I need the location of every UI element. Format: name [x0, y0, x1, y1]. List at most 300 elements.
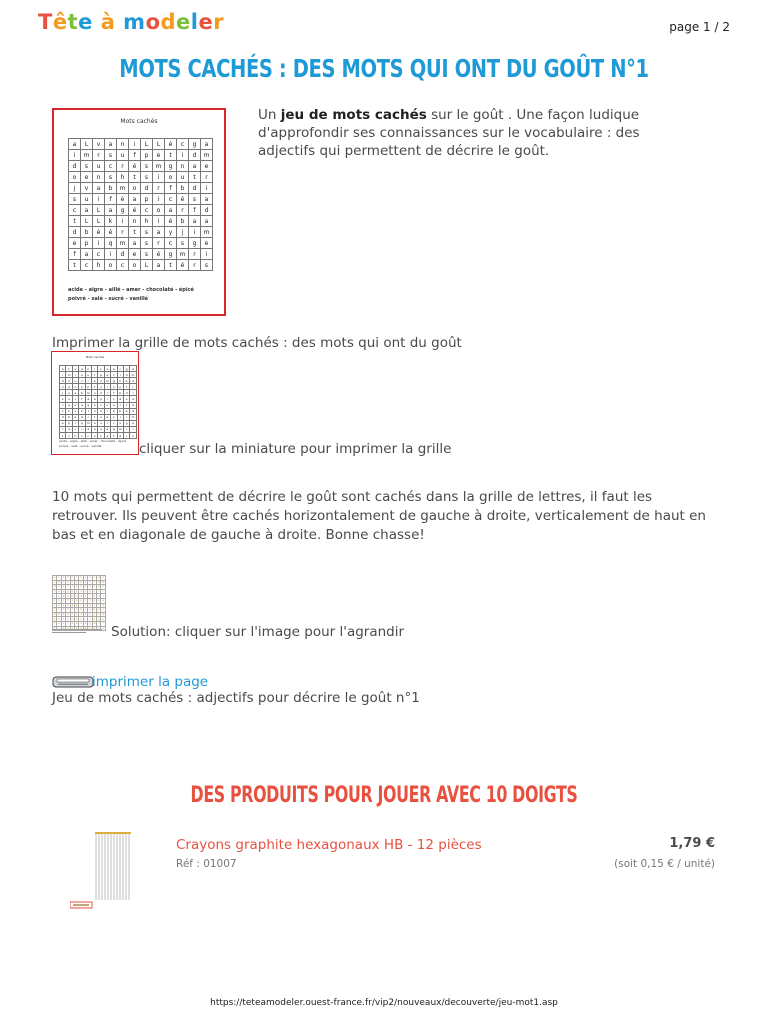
grid-cell: é: [165, 216, 177, 227]
grid-cell: s: [117, 420, 123, 426]
grid-cell: r: [177, 205, 189, 216]
products-section-title: DES PRODUITS POUR JOUER AVEC 10 DOIGTS: [190, 783, 578, 808]
grid-cell: n: [117, 139, 129, 150]
grid-cell: k: [79, 408, 85, 414]
page-title: MOTS CACHÉS : DES MOTS QUI ONT DU GOÛT N°1: [119, 54, 649, 83]
grid-cell: g: [98, 576, 100, 580]
logo-letter: [115, 10, 123, 34]
grid-cell: g: [189, 238, 201, 249]
grid-cell: i: [79, 426, 85, 432]
grid-cell: é: [93, 227, 105, 238]
grid-cell: L: [66, 408, 72, 414]
solution-image-link[interactable]: [52, 575, 106, 635]
grid-cell: r: [72, 372, 78, 378]
puzzle-grid: [68, 138, 213, 271]
grid-cell: r: [71, 613, 73, 617]
grid-cell: é: [105, 227, 117, 238]
grid-cell: e: [130, 420, 136, 426]
grid-cell: h: [85, 384, 91, 390]
grid-row: [69, 238, 213, 249]
grid-cell: n: [91, 408, 97, 414]
grid-cell: i: [201, 183, 213, 194]
grid-cell: r: [93, 603, 95, 607]
grid-cell: s: [98, 420, 104, 426]
grid-row: [69, 227, 213, 238]
grid-cell: u: [71, 580, 73, 584]
puzzle-title: Mots cachés: [120, 118, 158, 125]
grid-cell: u: [117, 384, 123, 390]
grid-row: [69, 194, 213, 205]
grid-cell: m: [102, 580, 105, 584]
printer-icon[interactable]: [52, 675, 94, 688]
grid-cell: u: [117, 150, 129, 161]
grid-cell: c: [79, 378, 85, 384]
grid-cell: a: [129, 194, 141, 205]
grid-cell: u: [93, 161, 105, 172]
grid-cell: c: [81, 260, 93, 271]
grid-cell: g: [71, 603, 73, 607]
grid-cell: n: [72, 384, 78, 390]
grid-cell: b: [177, 216, 189, 227]
grid-row: [69, 150, 213, 161]
grid-cell: a: [67, 603, 69, 607]
grid-cell: c: [54, 603, 56, 607]
grid-cell: f: [69, 249, 81, 260]
grid-cell: a: [72, 390, 78, 396]
grid-cell: n: [71, 576, 73, 580]
grid-cell: h: [117, 172, 129, 183]
grid-cell: a: [98, 585, 100, 589]
grid-cell: p: [141, 150, 153, 161]
grid-cell: é: [67, 613, 69, 617]
grid-cell: i: [104, 396, 110, 402]
grid-cell: a: [129, 238, 141, 249]
grid-cell: è: [117, 194, 129, 205]
grid-cell: é: [177, 260, 189, 271]
grid-cell: t: [69, 216, 81, 227]
grid-cell: s: [80, 622, 82, 626]
product-reference: Réf : 01007: [176, 858, 237, 870]
grid-cell: v: [66, 390, 72, 396]
grid-cell: t: [76, 590, 78, 594]
grid-cell: a: [123, 378, 129, 384]
grid-cell: m: [117, 183, 129, 194]
grid-cell: e: [81, 172, 93, 183]
grid-cell: a: [54, 576, 56, 580]
grid-row: [69, 260, 213, 271]
grid-cell: j: [177, 227, 189, 238]
grid-cell: s: [105, 150, 117, 161]
grid-row: [60, 433, 137, 439]
grid-cell: i: [63, 599, 64, 603]
grid-cell: f: [123, 402, 129, 408]
logo-letter: e: [78, 10, 93, 34]
grid-cell: g: [189, 139, 201, 150]
grid-cell: s: [81, 161, 93, 172]
grid-cell: b: [81, 227, 93, 238]
grid-cell: t: [98, 590, 100, 594]
grid-cell: c: [72, 426, 78, 432]
grid-cell: t: [129, 227, 141, 238]
grid-cell: c: [141, 205, 153, 216]
grid-cell: g: [123, 420, 129, 426]
grid-cell: i: [91, 366, 97, 372]
grid-cell: d: [123, 372, 129, 378]
grid-row: [69, 139, 213, 150]
grid-cell: r: [123, 433, 129, 439]
grid-cell: i: [69, 150, 81, 161]
grid-cell: i: [153, 194, 165, 205]
grid-cell: o: [91, 390, 97, 396]
grid-cell: d: [123, 390, 129, 396]
intro-paragraph: [258, 106, 698, 160]
grid-cell: s: [93, 617, 95, 621]
grid-cell: c: [66, 433, 72, 439]
grid-cell: u: [93, 590, 96, 594]
logo-letter: t: [67, 10, 79, 34]
grid-cell: d: [98, 390, 104, 396]
grid-cell: t: [89, 580, 91, 584]
grid-cell: a: [189, 161, 201, 172]
grid-cell: m: [67, 372, 71, 377]
grid-cell: i: [85, 599, 86, 603]
product-unit-price: (soit 0,15 € / unité): [614, 858, 715, 870]
grid-cell: L: [66, 366, 72, 372]
product-price: 1,79 €: [669, 836, 715, 851]
grid-cell: é: [72, 414, 78, 420]
grid-cell: a: [69, 139, 81, 150]
grid-cell: a: [81, 249, 93, 260]
grid-cell: e: [201, 161, 213, 172]
grid-cell: é: [104, 426, 110, 432]
grid-cell: a: [66, 402, 72, 408]
grid-cell: a: [76, 617, 78, 621]
grid-cell: r: [189, 249, 201, 260]
grid-cell: i: [105, 249, 117, 260]
grid-cell: s: [98, 414, 104, 420]
grid-cell: u: [177, 172, 189, 183]
grid-cell: L: [141, 139, 153, 150]
grid-cell: o: [76, 594, 78, 598]
grid-cell: a: [102, 599, 104, 603]
grid-cell: i: [63, 617, 64, 621]
grid-cell: n: [62, 590, 65, 594]
page-number: page 1 / 2: [669, 20, 730, 34]
grid-cell: i: [117, 372, 123, 378]
grid-cell: b: [117, 390, 123, 396]
grid-cell: m: [81, 150, 93, 161]
grid-row: [69, 172, 213, 183]
grid-cell: L: [93, 205, 105, 216]
grid-cell: s: [80, 613, 82, 617]
grid-cell: e: [102, 617, 104, 621]
grid-cell: e: [54, 617, 56, 621]
grid-cell: L: [81, 139, 93, 150]
grid-cell: s: [79, 384, 85, 390]
intro-text-bold: jeu de mots cachés: [280, 107, 427, 123]
grid-cell: c: [105, 161, 117, 172]
grid-cell: c: [93, 576, 95, 580]
grid-cell: v: [62, 576, 65, 580]
grid-cell: r: [63, 580, 64, 584]
grid-cell: a: [79, 366, 85, 372]
grid-cell: c: [89, 617, 91, 621]
grid-cell: c: [98, 402, 104, 408]
grid-cell: e: [66, 384, 72, 390]
grid-cell: f: [111, 390, 117, 396]
grid-cell: s: [130, 433, 136, 439]
grid-cell: e: [130, 378, 136, 384]
grid-cell: é: [153, 249, 165, 260]
grid-cell: g: [123, 366, 129, 372]
grid-cell: g: [165, 249, 177, 260]
grid-cell: a: [153, 227, 165, 238]
grid-cell: é: [117, 433, 123, 439]
grid-cell: b: [93, 608, 96, 612]
grid-cell: o: [84, 603, 87, 607]
grid-cell: b: [117, 408, 123, 414]
grid-cell: a: [98, 608, 100, 612]
grid-cell: m: [201, 150, 213, 161]
grid-cell: m: [71, 594, 74, 598]
grid-cell: d: [60, 378, 66, 384]
grid-cell: é: [76, 603, 78, 607]
grid-cell: è: [71, 599, 73, 603]
grid-cell: t: [76, 613, 78, 617]
grid-cell: s: [141, 238, 153, 249]
grid-cell: c: [111, 420, 117, 426]
grid-cell: a: [89, 603, 91, 607]
grid-cell: h: [71, 590, 73, 594]
puzzle-miniature-link[interactable]: [51, 351, 139, 455]
grid-cell: a: [102, 576, 104, 580]
grid-cell: e: [129, 249, 141, 260]
grid-cell: u: [58, 599, 60, 603]
grid-cell: p: [58, 617, 60, 621]
grid-cell: m: [93, 622, 96, 626]
grid-cell: a: [79, 402, 85, 408]
grid-cell: a: [58, 622, 60, 626]
grid-cell: s: [58, 585, 60, 589]
grid-cell: h: [98, 408, 104, 414]
grid-cell: i: [104, 408, 110, 414]
grid-cell: i: [177, 150, 189, 161]
grid-cell: q: [79, 420, 85, 426]
grid-cell: s: [66, 378, 72, 384]
grid-cell: i: [102, 594, 104, 598]
grid-cell: d: [69, 227, 81, 238]
grid-cell: i: [153, 172, 165, 183]
grid-cell: j: [60, 390, 66, 396]
grid-cell: L: [84, 576, 87, 580]
grid-cell: t: [111, 433, 117, 439]
grid-cell: i: [129, 139, 141, 150]
grid-cell: c: [60, 402, 66, 408]
logo-letter: d: [160, 10, 177, 34]
grid-cell: é: [84, 622, 87, 626]
grid-cell: d: [130, 402, 136, 408]
grid-cell: L: [98, 366, 104, 372]
grid-cell: i: [72, 420, 78, 426]
grid-cell: u: [72, 378, 78, 384]
grid-cell: s: [141, 227, 153, 238]
grid-cell: c: [165, 238, 177, 249]
grid-cell: t: [91, 384, 97, 390]
print-page-link[interactable]: imprimer la page: [92, 674, 209, 690]
grid-cell: L: [93, 216, 105, 227]
grid-cell: é: [177, 194, 189, 205]
logo-letter: e: [198, 10, 214, 34]
logo-letter: ê: [52, 10, 68, 34]
grid-cell: é: [129, 205, 141, 216]
grid-cell: L: [80, 576, 82, 580]
grid-cell: L: [72, 408, 78, 414]
grid-cell: g: [117, 205, 129, 216]
grid-cell: p: [141, 194, 153, 205]
grid-cell: é: [89, 576, 91, 580]
grid-cell: i: [130, 390, 136, 396]
grid-cell: L: [141, 260, 153, 271]
grid-cell: d: [189, 183, 201, 194]
site-logo[interactable]: [38, 10, 224, 34]
grid-cell: f: [129, 150, 141, 161]
grid-cell: f: [89, 594, 91, 598]
grid-cell: d: [53, 585, 56, 589]
grid-cell: r: [85, 414, 91, 420]
grid-cell: a: [153, 260, 165, 271]
grid-cell: p: [80, 599, 82, 603]
grid-cell: v: [72, 366, 78, 372]
print-grid-label: Imprimer la grille de mots cachés : des mots qui ont du goût: [52, 335, 462, 351]
game-description: 10 mots qui permettent de décrire le goût sont cachés dans la grille de lettres, il faut les retrouver. Ils peuvent être cachés horizontalement de gauche à droite, verticalement de haut en bas et en diagonale de gauche à droite. Bonne chasse!: [52, 489, 706, 543]
grid-cell: v: [58, 594, 60, 598]
grid-cell: a: [67, 576, 69, 580]
grid-cell: r: [153, 238, 165, 249]
grid-cell: r: [130, 384, 136, 390]
grid-row: [69, 183, 213, 194]
grid-cell: t: [111, 372, 117, 378]
game-subtitle: Jeu de mots cachés : adjectifs pour décrire le goût n°1: [52, 690, 420, 706]
grid-cell: t: [60, 408, 66, 414]
grid-cell: m: [131, 415, 135, 420]
logo-letter: r: [213, 10, 225, 34]
intro-text-end: sur le goût . Une façon ludique d'approfondir ses connaissances sur le vocabulaire : des adjectifs qui permettent de décrire le goût.: [258, 107, 640, 159]
grid-cell: a: [91, 420, 97, 426]
grid-cell: r: [123, 426, 129, 432]
puzzle-preview-image[interactable]: [52, 108, 226, 316]
grid-cell: r: [85, 617, 86, 621]
grid-cell: d: [85, 426, 91, 432]
grid-cell: p: [98, 372, 104, 378]
grid-cell: r: [104, 420, 110, 426]
grid-cell: è: [85, 396, 91, 402]
grid-row: [69, 216, 213, 227]
grid-cell: h: [72, 433, 78, 439]
grid-cell: f: [60, 426, 66, 432]
grid-cell: t: [123, 384, 129, 390]
grid-cell: o: [165, 172, 177, 183]
grid-cell: r: [117, 161, 129, 172]
grid-cell: s: [98, 599, 100, 603]
grid-cell: L: [72, 402, 78, 408]
grid-cell: d: [60, 414, 66, 420]
grid-cell: e: [102, 585, 104, 589]
grid-cell: i: [130, 426, 136, 432]
grid-row: [69, 161, 213, 172]
grid-cell: r: [93, 150, 105, 161]
grid-cell: g: [89, 622, 91, 626]
grid-cell: u: [81, 194, 93, 205]
grid-cell: a: [62, 594, 65, 598]
grid-cell: h: [93, 260, 105, 271]
grid-cell: i: [98, 613, 100, 617]
grid-cell: b: [79, 390, 85, 396]
grid-cell: s: [67, 590, 69, 594]
grid-cell: h: [80, 608, 82, 612]
pencils-product-image[interactable]: [70, 830, 132, 910]
grid-cell: s: [54, 599, 56, 603]
grid-cell: i: [85, 590, 86, 594]
grid-cell: s: [80, 590, 82, 594]
grid-cell: n: [93, 585, 96, 589]
grid-cell: r: [201, 172, 213, 183]
grid-cell: f: [76, 580, 78, 584]
solution-grid: [52, 575, 106, 631]
grid-row: [69, 249, 213, 260]
grid-cell: o: [111, 384, 117, 390]
grid-cell: u: [66, 396, 72, 402]
grid-cell: s: [177, 238, 189, 249]
grid-cell: a: [105, 139, 117, 150]
grid-cell: é: [165, 139, 177, 150]
puzzle-words-line-1: acide - aigre - aillé - amer - chocolaté - épicé: [68, 287, 194, 293]
grid-cell: o: [54, 590, 56, 594]
grid-cell: o: [91, 433, 97, 439]
grid-cell: i: [85, 408, 91, 414]
grid-cell: m: [117, 238, 129, 249]
grid-cell: m: [102, 613, 105, 617]
grid-cell: n: [177, 161, 189, 172]
grid-cell: e: [104, 372, 110, 378]
product-name-link[interactable]: Crayons graphite hexagonaux HB - 12 pièces: [176, 837, 482, 853]
grid-cell: d: [98, 594, 100, 598]
grid-cell: d: [69, 161, 81, 172]
grid-cell: y: [89, 613, 91, 617]
grid-cell: k: [67, 608, 69, 612]
grid-cell: e: [60, 420, 66, 426]
grid-cell: a: [201, 216, 213, 227]
grid-cell: r: [153, 183, 165, 194]
grid-cell: p: [81, 238, 93, 249]
solution-instruction: Solution: cliquer sur l'image pour l'agrandir: [111, 624, 405, 640]
grid-cell: o: [69, 172, 81, 183]
grid-cell: n: [93, 172, 105, 183]
grid-cell: o: [129, 183, 141, 194]
grid-cell: c: [80, 603, 82, 607]
grid-cell: a: [58, 603, 60, 607]
grid-cell: c: [177, 139, 189, 150]
grid-cell: i: [72, 396, 78, 402]
grid-cell: m: [201, 227, 213, 238]
grid-cell: c: [117, 260, 129, 271]
grid-cell: a: [66, 426, 72, 432]
grid-cell: a: [60, 366, 66, 372]
grid-cell: m: [58, 580, 61, 584]
grid-cell: e: [58, 590, 60, 594]
grid-cell: g: [111, 378, 117, 384]
grid-cell: L: [81, 216, 93, 227]
grid-cell: a: [189, 216, 201, 227]
